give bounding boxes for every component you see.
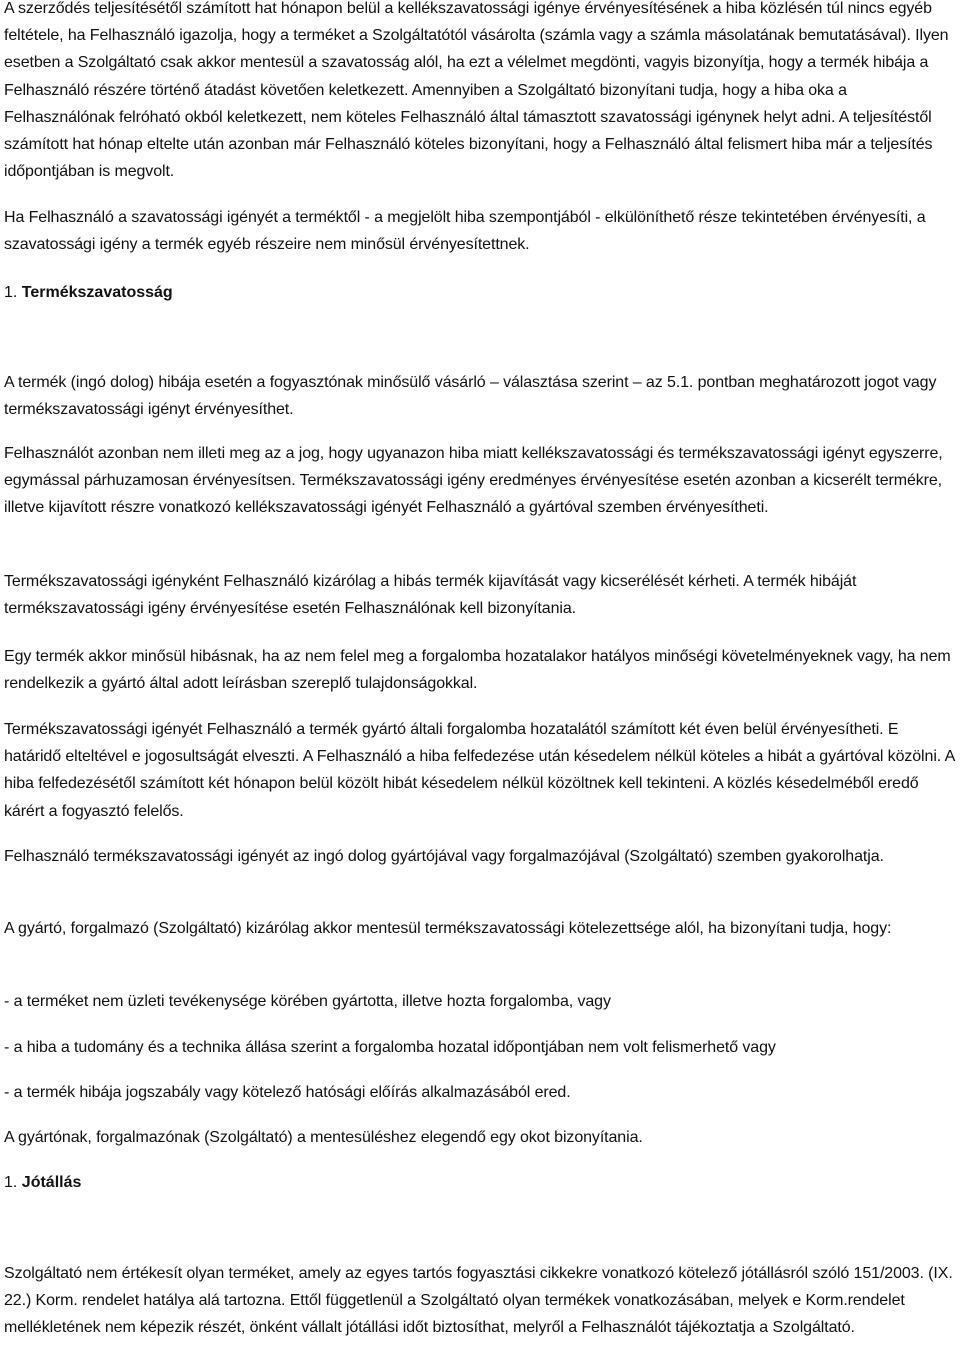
paragraph-defective-definition: Egy termék akkor minősül hibásnak, ha az nem felel meg a forgalomba hozatalakor hatályos minőségi követelményeknek vagy, ha nem rendelkezik a gyártó által adott leírásban szereplő tulajdonságokkal. bbox=[4, 648, 951, 693]
paragraph-guarantee-details: Szolgáltató nem értékesít olyan terméket, amely az egyes tartós fogyasztási cikkekre vonatkozó kötelező jótállásról szóló 151/2003. (IX. 22.) Korm. rendelet hatálya alá tartozna. Ettől függetlenül a Szolgáltató olyan termékek vonatkozásában, melyek e Korm.rendelet mellékletének nem képezik részét, önként vállalt jótállási időt biztosíthat, melyről a Felhasználót tájékoztatja a Szolgáltató. bbox=[4, 1265, 953, 1337]
paragraph-parallel-claims: Felhasználót azonban nem illeti meg az a jog, hogy ugyanazon hiba miatt kellékszavatossági és termékszavatossági igényt egyszerre, egymással párhuzamosan érvényesítsen. Termékszavatossági igény eredményes érvényesítése esetén azonban a kicserélt termékre, illetve kijavított részre vonatkozó kellékszavatossági igényét Felhasználó a gyártóval szemben érvényesítheti. bbox=[4, 445, 943, 517]
paragraph-one-reason-sufficient: A gyártónak, forgalmazónak (Szolgáltató) a mentesüléshez elegendő egy okot bizonyítania. bbox=[4, 1129, 643, 1146]
section-title: Jótállás bbox=[21, 1174, 82, 1191]
section-number: 1. bbox=[4, 1174, 18, 1191]
list-item-exemption-1: - a terméket nem üzleti tevékenysége körében gyártotta, illetve hozta forgalomba, vagy bbox=[4, 993, 611, 1010]
section-heading-guarantee bbox=[4, 1169, 81, 1196]
paragraph-exemption-conditions: A gyártó, forgalmazó (Szolgáltató) kizárólag akkor mentesül termékszavatossági kötelezettsége alól, ha bizonyítani tudja, hogy: bbox=[4, 920, 892, 937]
paragraph-repair-or-replace: Termékszavatossági igényként Felhasználó kizárólag a hibás termék kijavítását vagy kicserélését kérheti. A termék hibáját termékszavatossági igény érvényesítése esetén Felhasználónak kell bizonyítania. bbox=[4, 573, 857, 618]
paragraph-partial-claim: Ha Felhasználó a szavatossági igényét a terméktől - a megjelölt hiba szempontjából - elkülöníthető része tekintetében érvényesíti, a szavatossági igény a termék egyéb részeire nem minősül érvényesítettnek. bbox=[4, 209, 926, 254]
list-item-exemption-2: - a hiba a tudomány és a technika állása szerint a forgalomba hozatal időpontjában nem volt felismerhető vagy bbox=[4, 1039, 776, 1056]
paragraph-two-year-deadline: Termékszavatossági igényét Felhasználó a termék gyártó általi forgalomba hozatalától számított két éven belül érvényesítheti. E határidő elteltével e jogosultságát elveszti. A Felhasználó a hiba felfedezése után késedelem nélkül köteles a hibát a gyártóval közölni. A hiba felfedezésétől számított két hónapon belül közölt hibát késedelem nélkül közöltnek kell tekinteni. A közlés késedelméből eredő kárért a fogyasztó felelős. bbox=[4, 721, 955, 820]
list-item-exemption-3: - a termék hibája jogszabály vagy kötelező hatósági előírás alkalmazásából ered. bbox=[4, 1084, 571, 1101]
paragraph-warranty-burden-of-proof: A szerződés teljesítésétől számított hat hónapon belül a kellékszavatossági igénye érvényesítésének a hiba közlésén túl nincs egyéb feltétele, ha Felhasználó igazolja, hogy a terméket a Szolgáltatótól vásárolta (számla vagy a számla másolatának bemutatásával). Ilyen esetben a Szolgáltató csak akkor mentesül a szavatosság alól, ha ezt a vélelmet megdönti, vagyis bizonyítja, hogy a termék hibája a Felhasználó részére történő átadást követően keletkezett. Amennyiben a Szolgáltató bizonyítani tudja, hogy a hiba oka a Felhasználónak felróható okból keletkezett, nem köteles Felhasználó által támasztott szavatossági igénynek helyt adni. A teljesítéstől számított hat hónap eltelte után azonban már Felhasználó köteles bizonyítani, hogy a Felhasználó által felismert hiba már a teljesítés időpontjában is megvolt. bbox=[4, 0, 949, 181]
paragraph-product-warranty-intro: A termék (ingó dolog) hibája esetén a fogyasztónak minősülő vásárló – választása szerint – az 5.1. pontban meghatározott jogot vagy termékszavatossági igényt érvényesíthet. bbox=[4, 374, 937, 419]
paragraph-claim-against-manufacturer: Felhasználó termékszavatossági igényét az ingó dolog gyártójával vagy forgalmazójával (Szolgáltató) szemben gyakorolhatja. bbox=[4, 848, 884, 865]
section-heading-product-warranty bbox=[4, 279, 173, 306]
section-title: Termékszavatosság bbox=[21, 284, 173, 301]
section-number: 1. bbox=[4, 284, 18, 301]
